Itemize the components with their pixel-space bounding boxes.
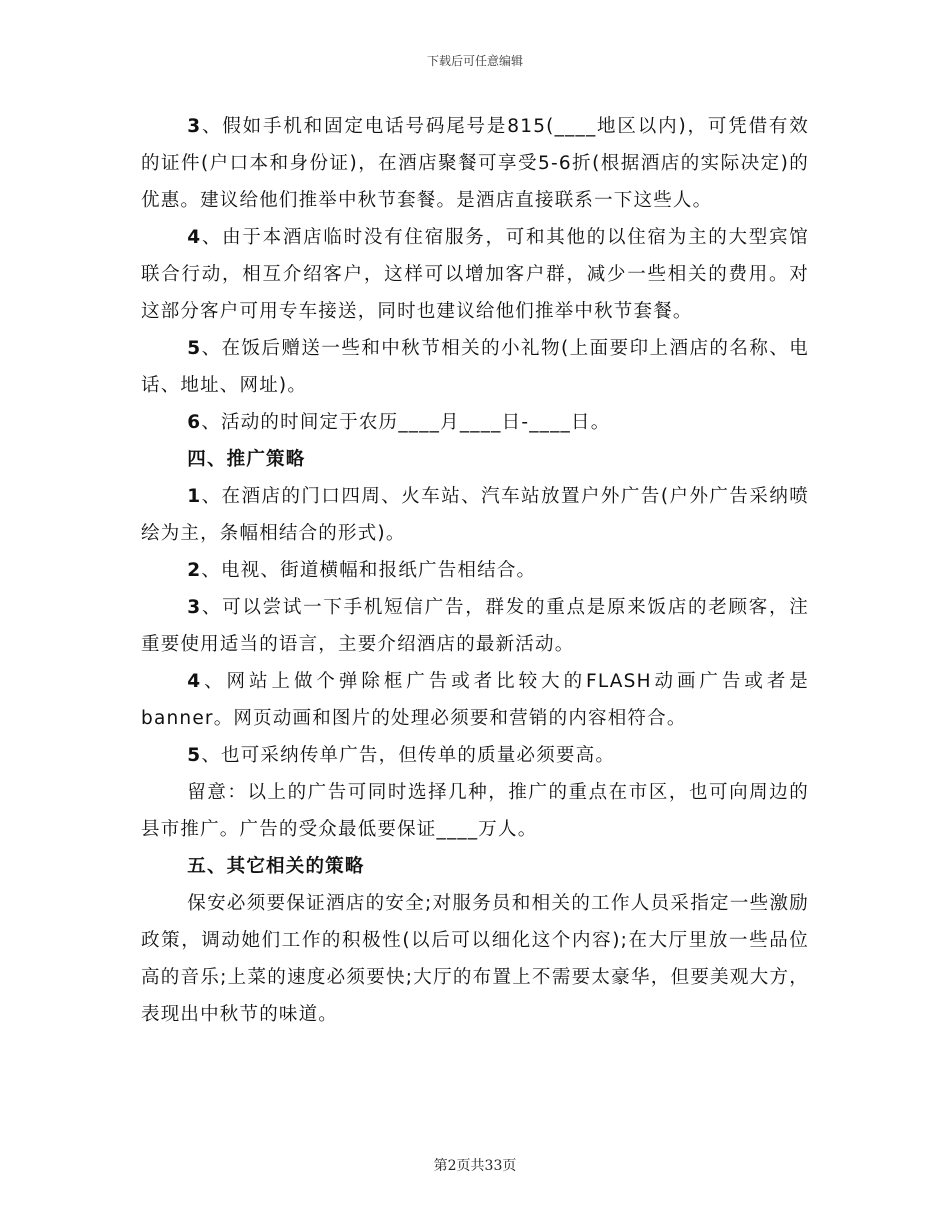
section-heading-promotion: 四、推广策略 [187, 449, 306, 470]
paragraph-text: 、网站上做个弹除框广告或者比较大的FLASH动画广告或者是banner。网页动画和图片的处理必须要和营销的内容相符合。 [141, 671, 809, 729]
item-number: 5 [187, 745, 202, 766]
paragraph-text: 、可以尝试一下手机短信广告，群发的重点是原来饭店的老顾客，注重要使用适当的语言，主要介绍酒店的最新活动。 [141, 597, 809, 655]
paragraph-text: 、也可采纳传单广告，但传单的质量必须要高。 [201, 745, 616, 766]
paragraph-promo-2 [141, 552, 809, 589]
paragraph-item-3 [141, 108, 809, 219]
paragraph-promo-3 [141, 589, 809, 663]
item-number: 2 [187, 560, 202, 581]
paragraph-note: 留意：以上的广告可同时选择几种，推广的重点在市区，也可向周边的县市推广。广告的受众最低要保证____万人。 [141, 782, 809, 840]
paragraph-promo-1 [141, 478, 809, 552]
item-number: 4 [187, 227, 202, 248]
paragraph-item-5 [141, 330, 809, 404]
paragraph-text: 、假如手机和固定电话号码尾号是815(____地区以内)，可凭借有效的证件(户口本和身份证)，在酒店聚餐可享受5-6折(根据酒店的实际决定)的优惠。建议给他们推举中秋节套餐。是酒店直接联系一下这些人。 [141, 116, 809, 211]
paragraph-text: 、电视、街道横幅和报纸广告相结合。 [201, 560, 537, 581]
item-number: 6 [187, 412, 202, 433]
paragraph-item-4 [141, 219, 809, 330]
paragraph-text: 、活动的时间定于农历____月____日-____日。 [201, 412, 611, 433]
paragraph-promo-5 [141, 737, 809, 774]
page-header: 下载后可任意编辑 [426, 54, 523, 68]
item-number: 3 [187, 116, 202, 137]
paragraph-text: 、由于本酒店临时没有住宿服务，可和其他的以住宿为主的大型宾馆联合行动，相互介绍客户，这样可以增加客户群，减少一些相关的费用。对这部分客户可用专车接送，同时也建议给他们推举中秋节套餐。 [141, 227, 809, 322]
item-number: 5 [187, 338, 202, 359]
page-footer: 第2页共33页 [433, 1158, 517, 1174]
paragraph-text: 、在饭后赠送一些和中秋节相关的小礼物(上面要印上酒店的名称、电话、地址、网址)。 [141, 338, 809, 396]
paragraph-text: 、在酒店的门口四周、火车站、汽车站放置户外广告(户外广告采纳喷绘为主，条幅相结合的形式)。 [141, 486, 809, 544]
paragraph-item-6 [141, 404, 809, 441]
document-body [141, 108, 809, 1033]
item-number: 4 [187, 671, 202, 692]
paragraph-promo-4 [141, 663, 809, 737]
paragraph-other-strategy: 保安必须要保证酒店的安全;对服务员和相关的工作人员采指定一些激励政策，调动她们工作的积极性(以后可以细化这个内容);在大厅里放一些品位高的音乐;上菜的速度必须要快;大厅的布置上不需要太豪华，但要美观大方，表现出中秋节的味道。 [141, 893, 809, 1025]
item-number: 3 [187, 597, 202, 618]
section-heading-other: 五、其它相关的策略 [187, 856, 365, 877]
item-number: 1 [187, 486, 202, 507]
